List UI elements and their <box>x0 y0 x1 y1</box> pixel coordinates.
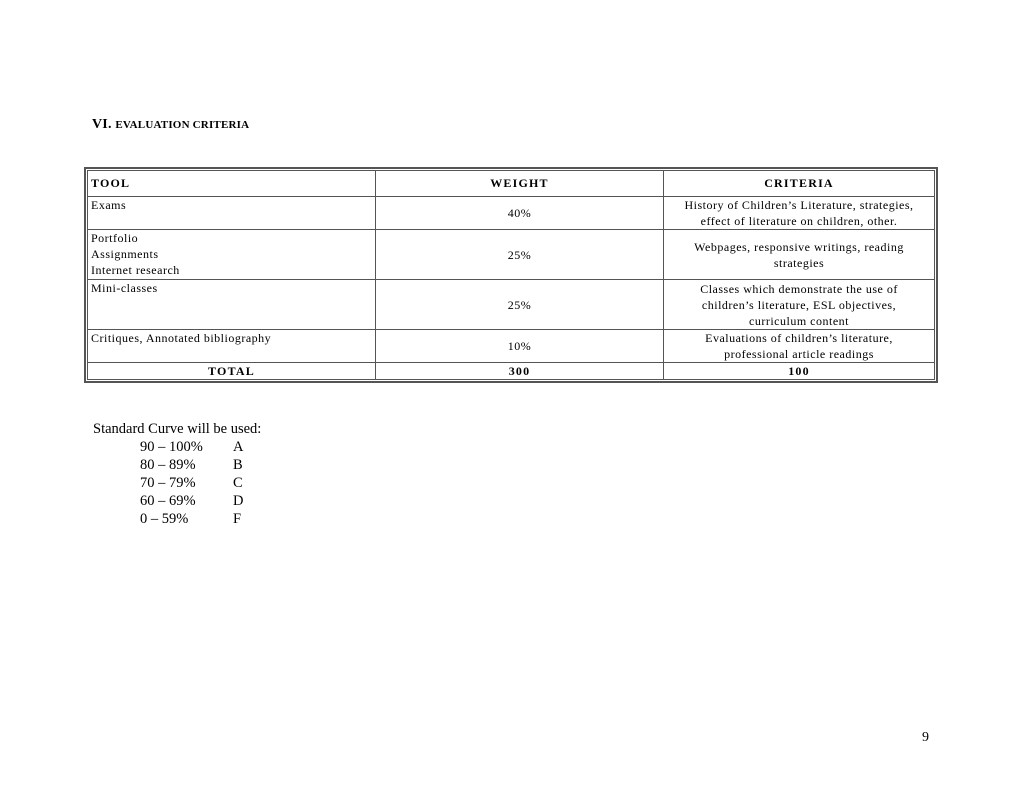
grade-range: 70 – 79% <box>140 475 196 491</box>
total-label: TOTAL <box>88 363 376 380</box>
criteria-line: curriculum content <box>749 313 849 328</box>
grade-letter: D <box>233 493 244 509</box>
criteria-line: Webpages, responsive writings, reading <box>694 239 904 254</box>
tool-line: Internet research <box>91 263 180 277</box>
section-number: VI. <box>92 117 112 132</box>
criteria-line: Evaluations of children’s literature, <box>705 331 893 345</box>
weight-cell: 40% <box>376 197 664 230</box>
criteria-cell <box>664 230 935 280</box>
curve-intro: Standard Curve will be used: <box>93 421 262 437</box>
criteria-cell <box>664 197 935 230</box>
grade-letter: C <box>233 475 243 491</box>
grade-letter: F <box>233 511 242 527</box>
tool-line: Assignments <box>91 247 159 261</box>
list-item <box>93 474 261 492</box>
weight-cell: 10% <box>376 330 664 363</box>
criteria-line: effect of literature on children, other. <box>700 214 898 228</box>
page-number: 9 <box>922 730 929 745</box>
weight-cell: 25% <box>376 230 664 280</box>
criteria-line: History of Children’s Literature, strategies, <box>684 198 914 212</box>
grade-range: 80 – 89% <box>140 457 196 473</box>
grade-letter: A <box>233 439 244 455</box>
criteria-line: professional article readings <box>724 347 874 361</box>
grading-curve <box>93 420 261 528</box>
table-header-row <box>88 171 935 197</box>
tool-cell <box>88 330 376 363</box>
section-title: EVALUATION CRITERIA <box>115 119 250 131</box>
header-tool: TOOL <box>88 171 376 197</box>
table-row <box>88 230 935 280</box>
grade-letter: B <box>233 457 243 473</box>
tool-line: Portfolio <box>91 231 139 245</box>
list-item <box>93 510 261 528</box>
table-row <box>88 280 935 330</box>
criteria-cell <box>664 280 935 330</box>
evaluation-table <box>84 167 938 383</box>
tool-cell <box>88 197 376 230</box>
table-row <box>88 197 935 230</box>
grade-range: 90 – 100% <box>140 439 203 455</box>
header-criteria: CRITERIA <box>664 171 935 197</box>
tool-cell <box>88 280 376 330</box>
criteria-line: strategies <box>773 255 825 270</box>
weight-cell: 25% <box>376 280 664 330</box>
header-weight: WEIGHT <box>376 171 664 197</box>
tool-cell <box>88 230 376 280</box>
total-criteria: 100 <box>664 363 935 380</box>
criteria-line: Classes which demonstrate the use of <box>700 281 898 296</box>
list-item <box>93 438 261 456</box>
tool-line: Critiques, Annotated bibliography <box>91 331 272 345</box>
grade-range: 0 – 59% <box>140 511 189 527</box>
criteria-line: children’s literature, ESL objectives, <box>701 297 897 312</box>
total-row <box>88 363 935 380</box>
tool-line: Mini-classes <box>91 281 158 295</box>
list-item <box>93 492 261 510</box>
tool-line: Exams <box>91 198 127 212</box>
table-row <box>88 330 935 363</box>
total-weight: 300 <box>376 363 664 380</box>
criteria-cell <box>664 330 935 363</box>
section-heading <box>92 117 249 133</box>
list-item <box>93 456 261 474</box>
grade-range: 60 – 69% <box>140 493 196 509</box>
